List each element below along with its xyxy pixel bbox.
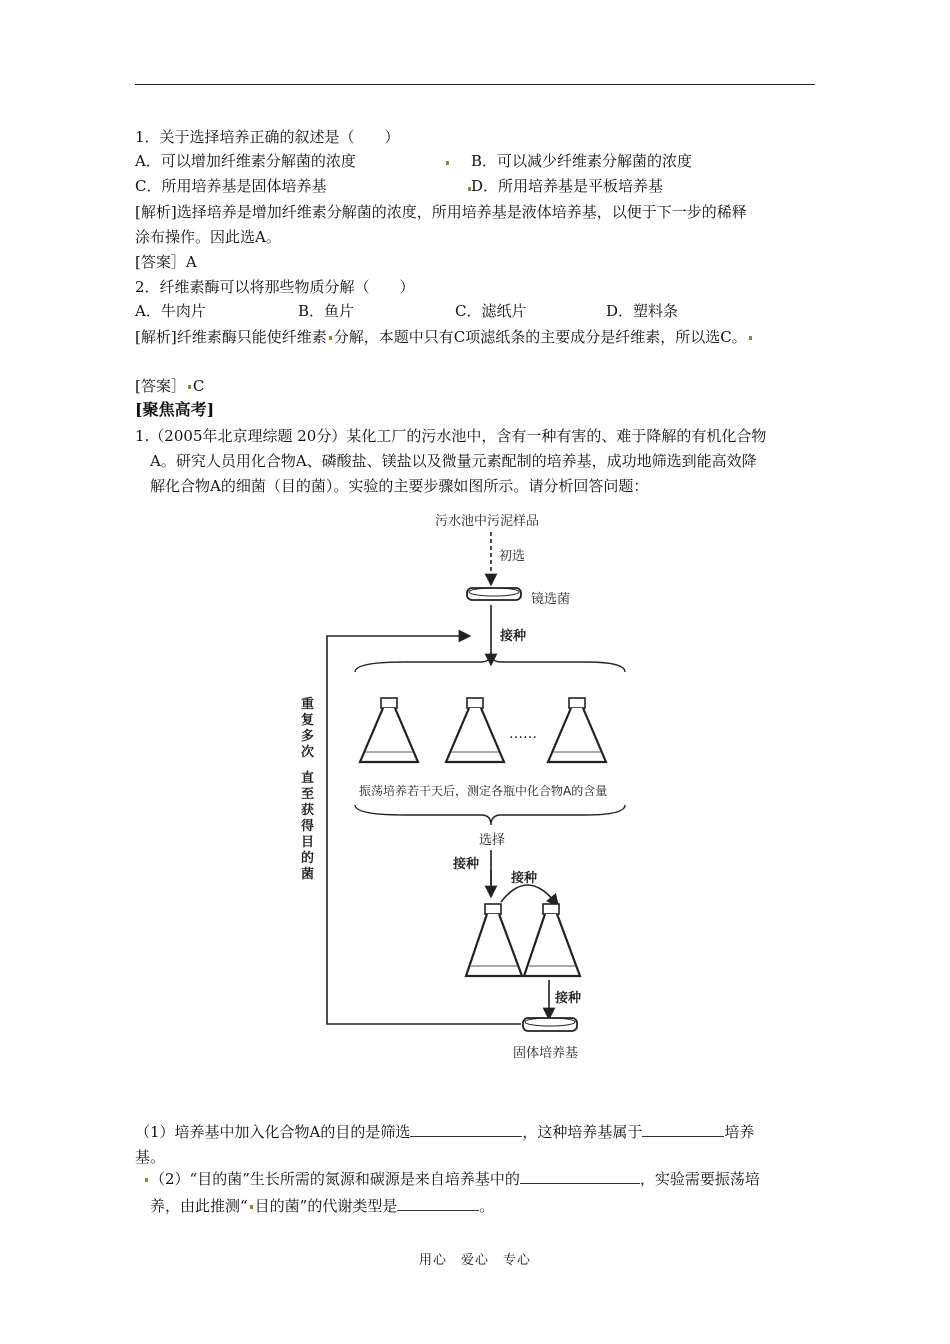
- svg-text:获: 获: [301, 803, 315, 818]
- page-footer: 用心 爱心 专心: [418, 1253, 531, 1268]
- shake-label: 振荡培养若干天后，测定各瓶中化合物A的含量: [359, 784, 608, 798]
- q3-sub2-line1: [143, 1168, 760, 1190]
- q1-option-d: D．所用培养基是平板培养基: [471, 177, 664, 195]
- q2-option-b: B．鱼片: [298, 302, 355, 320]
- q1-analysis-line1: [解析]选择培养是增加纤维素分解菌的浓度，所用培养基是液体培养基，以便于下一步的稀释: [135, 203, 747, 221]
- q2-option-a: A．牛肉片: [135, 302, 206, 320]
- q1-option-c: C．所用培养基是固体培养基: [135, 177, 327, 195]
- select-label: 选择: [479, 833, 506, 848]
- plate-label: 镜选菌: [531, 592, 571, 607]
- top-brace: [355, 652, 625, 672]
- petri-dish-icon: [467, 588, 521, 600]
- answer-blank[interactable]: [520, 1169, 640, 1184]
- q2-analysis: [135, 326, 754, 348]
- flask-icon: [524, 904, 580, 976]
- q2-option-d: D．塑料条: [606, 302, 679, 320]
- svg-text:的: 的: [301, 851, 315, 866]
- svg-text:至: 至: [301, 787, 315, 802]
- q2-analysis-part2: 分解，本题中只有C项滤纸条的主要成分是纤维素，所以选C。: [333, 328, 747, 346]
- flask-icon: [360, 698, 418, 762]
- svg-text:目: 目: [301, 835, 315, 850]
- q2-answer-label: [答案］: [135, 377, 186, 395]
- header-rule: [135, 84, 815, 85]
- q3-sub1-text-a: （1）培养基中加入化合物A的目的是筛选: [135, 1123, 411, 1141]
- q3-sub1-line2: 基。: [135, 1148, 166, 1166]
- flask-icon: [446, 698, 504, 762]
- inoculate-label-2: 接种: [453, 857, 480, 872]
- answer-blank[interactable]: [410, 1122, 522, 1137]
- svg-text:复: 复: [301, 713, 315, 728]
- speck-mark: [145, 1178, 148, 1182]
- experiment-flow-diagram: [295, 500, 655, 1075]
- q3-sub2-text-d: 目的菌”的代谢类型是: [254, 1197, 398, 1215]
- petri-dish-icon: [523, 1018, 577, 1031]
- svg-text:直: 直: [301, 771, 315, 786]
- svg-text:得: 得: [301, 819, 315, 834]
- q1-analysis-line2: 涂布操作。因此选A。: [135, 228, 281, 246]
- transfer-arc: [501, 885, 555, 902]
- flask-icon: [466, 904, 522, 976]
- q2-answer-value: C: [192, 377, 205, 395]
- inoculate-label-4: 接种: [555, 991, 582, 1006]
- solid-medium-label: 固体培养基: [513, 1046, 579, 1061]
- q3-sub1-line1: [135, 1121, 754, 1143]
- primary-label: 初选: [499, 549, 526, 564]
- q3-sub2-text-e: 。: [479, 1197, 495, 1215]
- q1-option-b: B．可以减少纤维素分解菌的浓度: [471, 152, 693, 170]
- q3-stem-line1: 1.（2005年北京理综题 20分）某化工厂的污水池中，含有一种有害的、难于降解的有机化合物: [135, 427, 767, 445]
- q1-answer: [答案］A: [135, 253, 197, 271]
- speck-mark: [250, 1205, 253, 1209]
- svg-text:次: 次: [301, 745, 315, 760]
- q3-sub1-text-b: ，这种培养基属于: [522, 1123, 643, 1141]
- q1-stem: 1．关于选择培养正确的叙述是（ ）: [135, 128, 400, 146]
- answer-blank[interactable]: [642, 1122, 724, 1137]
- q2-analysis-part1: [解析]纤维素酶只能使纤维素: [135, 328, 327, 346]
- repeat-label: [301, 696, 314, 882]
- svg-text:重: 重: [301, 697, 315, 712]
- q3-stem-line2: A。研究人员用化合物A、磷酸盐、镁盐以及微量元素配制的培养基，成功地筛选到能高效降: [150, 452, 757, 470]
- speck-mark: [188, 385, 191, 389]
- bottom-brace: [355, 805, 625, 825]
- q3-sub1-text-c: 培养: [724, 1123, 755, 1141]
- q3-sub2-text-b: ，实验需要振荡培: [639, 1170, 760, 1188]
- q3-sub2-text-a: （2）“目的菌”生长所需的氮源和碳源是来自培养基中的: [150, 1170, 520, 1188]
- answer-blank[interactable]: [397, 1196, 479, 1211]
- svg-text:菌: 菌: [301, 867, 315, 882]
- sample-label: 污水池中污泥样品: [435, 514, 540, 529]
- speck-mark: [446, 161, 449, 165]
- q2-stem: 2．纤维素酶可以将那些物质分解（ ）: [135, 278, 415, 296]
- speck-mark: [749, 336, 752, 340]
- q3-stem-line3: 解化合物A的细菌（目的菌）。实验的主要步骤如图所示。请分析回答问题：: [150, 477, 649, 495]
- q3-sub2-line2: [150, 1195, 494, 1217]
- flask-icon: [548, 698, 606, 762]
- svg-text:多: 多: [301, 729, 315, 744]
- section-title: [聚焦高考]: [135, 400, 215, 419]
- speck-mark: [329, 336, 332, 340]
- dots-label: ……: [509, 726, 537, 742]
- q1-option-a: A．可以增加纤维素分解菌的浓度: [135, 152, 356, 170]
- q3-sub2-text-c: 养，由此推测“: [150, 1197, 248, 1215]
- inoculate-label-3: 接种: [511, 871, 538, 886]
- q2-option-c: C．滤纸片: [455, 302, 527, 320]
- q2-answer: [135, 375, 204, 397]
- inoculate-label: 接种: [500, 629, 527, 644]
